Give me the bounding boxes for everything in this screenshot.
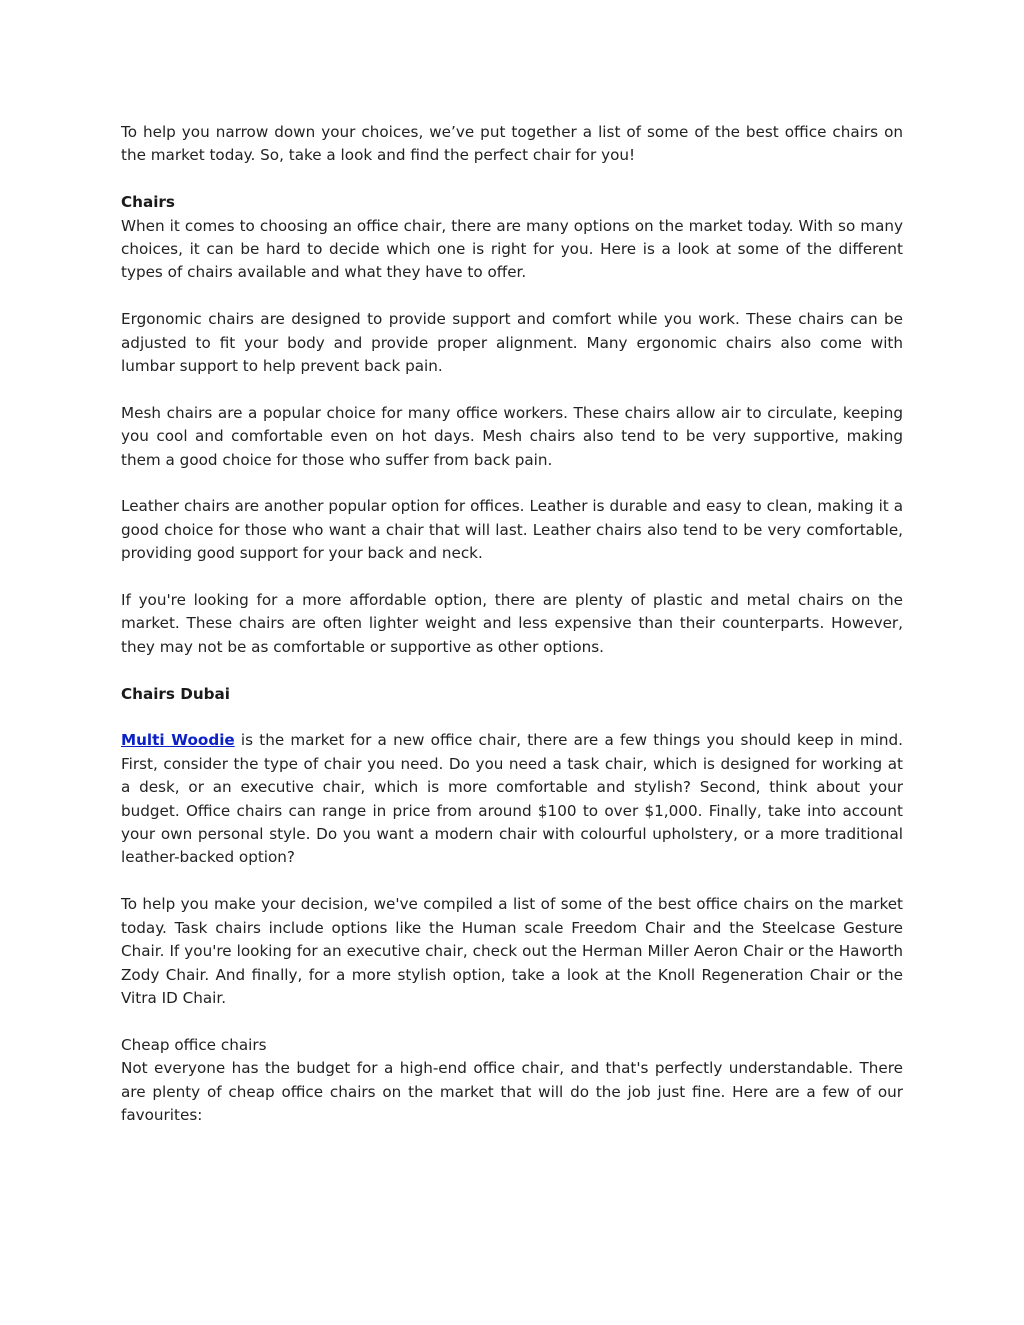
chairs-paragraph-mesh: Mesh chairs are a popular choice for many office workers. These chairs allow air to circulate, keeping you cool and comfortable even on hot days. Mesh chairs also tend to be very supportive, making them a good choice for those who suffer from back pain. [121, 403, 903, 469]
chairs-paragraph-leather: Leather chairs are another popular option for offices. Leather is durable and easy to clean, making it a good choice for those who want a chair that will last. Leather chairs also tend to be very comfortable, providing good support for your back and neck. [121, 497, 903, 563]
cheap-paragraph-1: Not everyone has the budget for a high-end office chair, and that's perfectly understandable. There are plenty of cheap office chairs on the market that will do the job just fine. Here are a few of our favourites: [121, 1059, 903, 1124]
section-heading-cheap-office-chairs: Cheap office chairs [121, 1035, 267, 1054]
chairs-dubai-paragraph-1-text: is the market for a new office chair, there are a few things you should keep in mind. First, consider the type of chair you need. Do you need a task chair, which is designed for working at a desk, or an executive chair, which is more comfortable and stylish? Second, think about your budget. Office chairs can range in price from around $100 to over $1,000. Finally, take into account your own personal style. Do you want a modern chair with colourful upholstery, or a more traditional leather-backed option? [121, 731, 903, 867]
chairs-dubai-paragraph-2: To help you make your decision, we've compiled a list of some of the best office chairs on the market today. Task chairs include options like the Human scale Freedom Chair and the Steelcase Gesture Chair. If you're looking for an executive chair, check out the Herman Miller Aeron Chair or the Haworth Zody Chair. And finally, for a more stylish option, take a look at the Knoll Regeneration Chair or the Vitra ID Chair. [121, 895, 903, 1007]
intro-paragraph: To help you narrow down your choices, we’ve put together a list of some of the best office chairs on the market today. So, take a look and find the perfect chair for you! [121, 123, 903, 165]
section-heading-chairs-dubai: Chairs Dubai [121, 684, 230, 703]
chairs-paragraph-ergonomic: Ergonomic chairs are designed to provide support and comfort while you work. These chairs can be adjusted to fit your body and provide proper alignment. Many ergonomic chairs also come with lumbar support to help prevent back pain. [121, 310, 903, 376]
chairs-dubai-paragraph-1 [121, 729, 903, 869]
multi-woodie-link[interactable]: Multi Woodie [121, 731, 235, 750]
chairs-paragraph-1: When it comes to choosing an office chair, there are many options on the market today. With so many choices, it can be hard to decide which one is right for you. Here is a look at some of the different types of chairs available and what they have to offer. [121, 216, 903, 282]
document-page [121, 121, 903, 1151]
section-heading-chairs: Chairs [121, 193, 175, 212]
chairs-paragraph-affordable: If you're looking for a more affordable option, there are plenty of plastic and metal chairs on the market. These chairs are often lighter weight and less expensive than their counterparts. However, they may not be as comfortable or supportive as other options. [121, 591, 903, 656]
